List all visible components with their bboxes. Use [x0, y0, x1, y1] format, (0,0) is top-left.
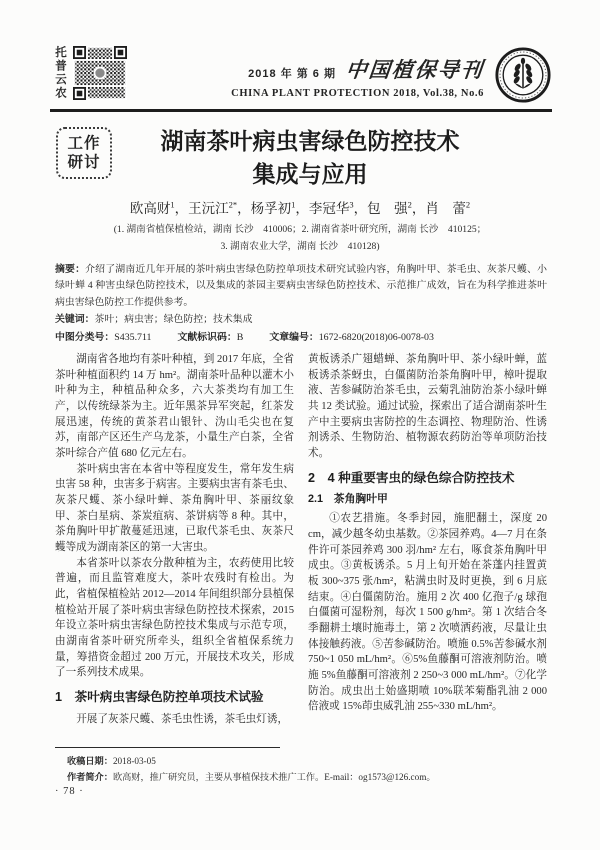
keywords-text: 茶叶；病虫害；绿色防控；技术集成 [94, 314, 253, 326]
article-title [110, 125, 510, 190]
section-heading-1: 1 茶叶病虫害绿色防控单项技术试验 [55, 690, 264, 705]
abstract-label: 摘要： [55, 264, 86, 275]
body-columns [55, 352, 547, 727]
journal-title-row [231, 54, 484, 84]
author: 杨孚初$^1$， [250, 199, 309, 216]
clc-number: 中图分类号：S435.711 [55, 331, 152, 343]
qr-block [52, 46, 127, 100]
author-sup: 2* [228, 199, 238, 210]
journal-info [231, 46, 484, 99]
section-heading-2: 2 4 种重要害虫的绿色综合防控技术 [308, 470, 515, 485]
author-sup: 3 [349, 199, 354, 210]
meta-line [55, 330, 547, 346]
author: 李冠华$^3$， [308, 199, 368, 216]
journal-logo-icon [494, 46, 552, 104]
author-sup: 1 [291, 199, 296, 210]
affiliation-line2: 3. 湖南农业大学，湖南 长沙 410128) [220, 240, 380, 252]
issue-label: 2018 年 第 6 期 [248, 68, 336, 80]
author: 肖 蕾$^2$ [425, 199, 471, 216]
journal-name-cn: 中国植保导刊 [344, 58, 486, 82]
author: 包 强$^2$， [367, 199, 426, 216]
document-code: 文献标识码：B [177, 331, 244, 343]
author-line [55, 197, 545, 217]
author-bio: 作者简介：欧高财，推广研究员，主要从事植保技术推广工作。E-mail：og1573@126.com。 [67, 772, 436, 783]
footer-notes [67, 753, 545, 785]
author: 王沅江$^{2*}$， [188, 199, 251, 216]
front-matter [55, 262, 547, 346]
article-title-line1: 湖南茶叶病虫害绿色防控技术 [160, 128, 460, 154]
abstract-text: 介绍了湖南近几年开展的茶叶病虫害绿色防控单项技术研究试验内容，角胸叶甲、茶毛虫、灰茶尺蠖、小绿叶蝉 4 种害虫绿色防控技术，以及集成的茶园主要病虫害绿色防控技术、示范推广成效，旨在为科学推进茶叶病虫害绿色防控工作提供参考。 [55, 264, 547, 308]
abstract [55, 262, 547, 311]
page-header [52, 46, 552, 106]
article-title-line2: 集成与应用 [252, 160, 368, 187]
journal-name-en: CHINA PLANT PROTECTION 2018, Vol.38, No.6 [231, 88, 484, 99]
paragraph: 本省茶叶以茶农分散种植为主，农药使用比较普遍，而且监管难度大，茶叶农残时有检出。为此，省植保植检站 2012—2014 年间组织部分县植保植检站开展了茶叶病虫害绿色防控技术探索，2015 年设立茶叶病虫害绿色防控技术集成与示范专项，由湖南省茶叶研究所牵头，组织全省植保系统力量，筹措资金超过 200 万元，开展技术攻关，形成了一系列技术成果。 [55, 557, 294, 679]
qr-label: 托普云农 [54, 46, 66, 100]
author-sup: 2 [407, 199, 412, 210]
badge-line2: 研讨 [67, 154, 101, 171]
paragraph: ①农艺措施。冬季封园，施肥翻土，深度 20 cm，减少越冬幼虫基数。②茶园养鸡。4—7 月在条件许可茶园养鸡 300 羽/hm² 左右，啄食茶角胸叶甲成虫。③黄板诱杀。5 月上旬开始在茶蓬内挂置黄板 300~375 张/hm²，粘满虫时及时更换，到 6 月底结束。④白僵菌防治。施用 2 次 400 亿孢子/g 球孢白僵菌可湿粉剂，每次 1 500 g/hm²。第 1 次结合冬季翻耕土壤时施毒土，第 2 次喷洒药液，尽量让虫体接触药液。⑤苦参碱防治。喷施 0.5%苦参碱水剂 750~1 050 mL/hm²。⑥5%鱼藤酮可溶液剂防治。喷施 5%鱼藤酮可溶液剂 2 250~3 000 mL/hm²。⑦化学防治。成虫出土始盛期喷 10%联苯菊酯乳油 2 000 倍液或 15%茚虫威乳油 255~330 mL/hm²。 [308, 513, 547, 713]
badge-line1: 工作 [67, 134, 101, 152]
affiliations [55, 222, 545, 256]
affiliation-line1: (1. 湖南省植保植检站，湖南 长沙 410006；2. 湖南省茶叶研究所，湖南 长沙 410125； [113, 224, 487, 235]
paragraph: 茶叶病虫害在本省中等程度发生，常年发生病虫害 58 种，虫害多于病害。主要病虫害有茶毛虫、灰茶尺蠖、茶小绿叶蝉、茶角胸叶甲、茶丽纹象甲、茶白星病、茶炭疽病、茶饼病等 8 种。其中，茶角胸叶甲扩散蔓延迅速，已取代茶毛虫、灰茶尺蠖等成为湖南茶区的第一大害虫。 [55, 463, 294, 554]
paragraph: 开展了灰茶尺蠖、茶毛虫性诱，茶毛虫灯诱， [76, 713, 289, 725]
right-column [308, 352, 547, 727]
subsection-heading-2-1: 2.1 茶角胸叶甲 [308, 493, 388, 506]
author: 欧高财$^1$， [129, 199, 189, 216]
keywords-label: 关键词： [55, 314, 95, 326]
paragraph: 黄板诱杀广翅蜡蝉、茶角胸叶甲、茶小绿叶蝉，蓝板诱杀茶蚜虫，白僵菌防治茶角胸叶甲，樟叶提取液、苦参碱防治茶毛虫，云菊乳油防治茶小绿叶蝉共 12 类试验。通过试验，探索出了适合湖南茶叶生产中主要病虫害防控的生态调控、物理防治、性诱剂诱杀、生物防治、植物源农药防治等单项防治技术。 [308, 354, 547, 460]
qr-code-icon [73, 46, 127, 100]
header-divider [50, 109, 552, 112]
received-date: 收稿日期：2018-03-05 [67, 756, 156, 766]
author-sup: 2 [465, 199, 471, 210]
article-id: 文章编号：1672-6820(2018)06-0078-03 [269, 331, 434, 343]
footnote-divider [55, 747, 280, 748]
keywords [55, 312, 547, 328]
left-column [55, 352, 294, 727]
column-badge [56, 127, 112, 179]
page-number: · 78 · [55, 786, 84, 797]
paragraph: 湖南省各地均有茶叶种植，到 2017 年底，全省茶叶种植面积约 14 万 hm²。湖南茶叶品种以灌木小叶种为主，种植品种众多，六大茶类均有加工生产，以传统绿茶为主。近年黑茶异军突起，红茶发展迅速，传统的黄茶君山银针、沩山毛尖也在复苏，南部产区还生产乌龙茶，小量生产白茶，全省茶叶综合产值 680 亿元左右。 [55, 354, 294, 460]
author-sup: 1 [170, 199, 175, 210]
